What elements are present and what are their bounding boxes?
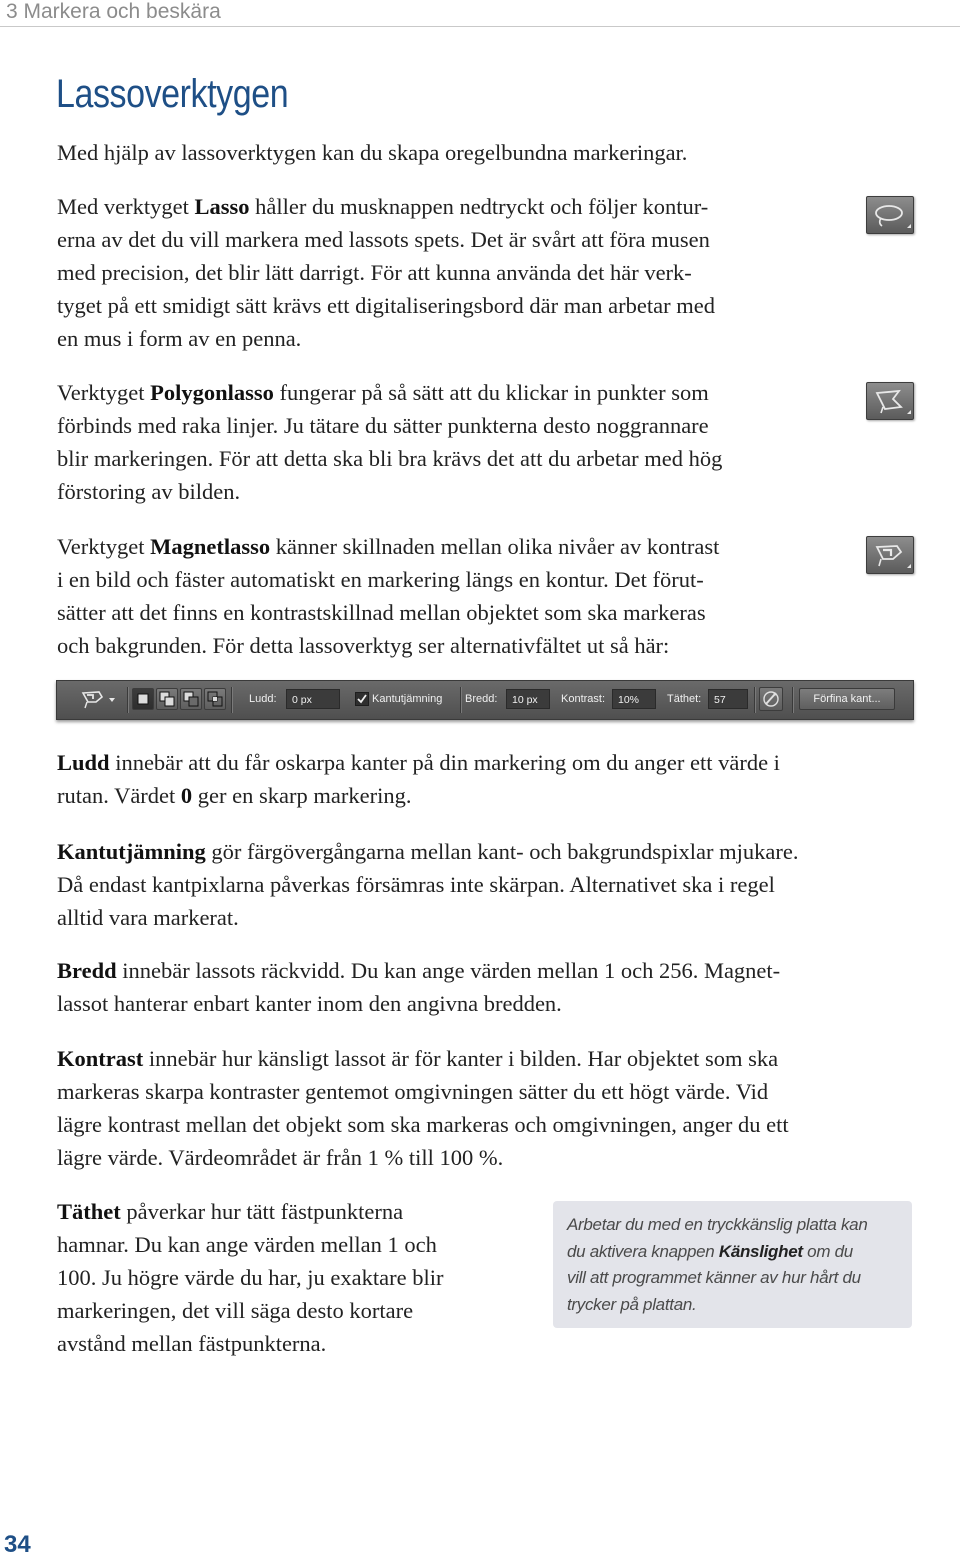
width-input[interactable]: 10 px <box>506 689 550 709</box>
frequency-paragraph <box>57 1195 443 1360</box>
text-line: 100. Ju högre värde du har, ju exaktare blir <box>57 1265 444 1290</box>
running-head-text: 3 Markera och beskära <box>6 0 221 23</box>
text-line: sätter att det finns en kontrastskillnad mellan objektet som ska markeras <box>57 600 706 625</box>
intro-paragraph: Med hjälp av lassoverktygen kan du skapa oregelbundna markeringar. <box>57 140 688 165</box>
text-line: erna av det du vill markera med lassots spets. Det är svårt att föra musen <box>57 227 710 252</box>
lasso-tool-icon <box>866 196 914 234</box>
page-number-tab <box>0 1521 42 1563</box>
text-line: lassot hanterar enbart kanter inom den angivna bredden. <box>57 991 562 1016</box>
text-line: blir markeringen. För att detta ska bli bra krävs det att du arbetar med hög <box>57 446 723 471</box>
separator <box>460 687 462 713</box>
new-selection-button[interactable] <box>132 688 154 710</box>
text-line: Verktyget Polygonlasso fungerar på så sätt att du klickar in punkter som <box>57 380 709 405</box>
text-line: alltid vara markerat. <box>57 905 239 930</box>
refine-edge-button[interactable]: Förfina kant... <box>799 688 895 710</box>
page-number: 34 <box>4 1531 31 1558</box>
magnetic-lasso-options-bar <box>56 680 914 720</box>
text-line: rutan. Värdet 0 ger en skarp markering. <box>57 783 412 808</box>
antialias-checkbox[interactable] <box>355 692 369 706</box>
text-line: och bakgrunden. För detta lassoverktyg ser alternativfältet ut så här: <box>57 633 670 658</box>
width-paragraph <box>57 954 780 1020</box>
add-to-selection-button[interactable] <box>156 688 178 710</box>
text-line: Täthet påverkar hur tätt fästpunkterna <box>57 1199 404 1224</box>
polygonlasso-paragraph <box>57 376 722 508</box>
magnetlasso-paragraph <box>57 530 719 662</box>
pen-pressure-button[interactable] <box>759 687 783 711</box>
text-line: Bredd innebär lassots räckvidd. Du kan ange värden mellan 1 och 256. Magnet- <box>57 958 781 983</box>
text-line: Med verktyget Lasso håller du musknappen nedtryckt och följer kontur- <box>57 194 709 219</box>
text-line: Då endast kantpixlarna påverkas försämras inte skärpan. Alternativet ska i regel <box>57 872 775 897</box>
contrast-label: Kontrast: <box>561 693 606 705</box>
tip-text <box>567 1212 907 1318</box>
frequency-label: Täthet: <box>667 693 702 705</box>
contrast-input[interactable]: 10% <box>612 689 656 709</box>
text-line: Ludd innebär att du får oskarpa kanter på din markering om du anger ett värde i <box>57 750 780 775</box>
text-line: lägre värde. Värdeområdet är från 1 % till 100 %. <box>57 1145 504 1170</box>
text-line: markeringen, det vill säga desto kortare <box>57 1298 414 1323</box>
page-title: Lassoverktygen <box>56 72 289 116</box>
text-line: Kantutjämning gör färgövergångarna mellan kant- och bakgrundspixlar mjukare. <box>57 839 799 864</box>
text-line: markeras skarpa kontraster gentemot omgivningen sätter du ett högt värde. Vid <box>57 1079 769 1104</box>
text-line: avstånd mellan fästpunkterna. <box>57 1331 327 1356</box>
text-line: trycker på plattan. <box>567 1294 697 1314</box>
feather-label: Ludd: <box>249 693 277 705</box>
feather-input[interactable]: 0 px <box>286 689 340 709</box>
contrast-paragraph <box>57 1042 789 1174</box>
subtract-from-selection-button[interactable] <box>180 688 202 710</box>
separator <box>127 687 129 713</box>
separator <box>792 687 794 713</box>
text-line: förstoring av bilden. <box>57 479 241 504</box>
text-line: hamnar. Du kan ange värden mellan 1 och <box>57 1232 437 1257</box>
text-line: förbinds med raka linjer. Ju tätare du sätter punkterna desto noggrannare <box>57 413 709 438</box>
magnetic-lasso-tool-icon <box>866 536 914 574</box>
text-line: Kontrast innebär hur känsligt lassot är för kanter i bilden. Har objektet som ska <box>57 1046 779 1071</box>
text-line: en mus i form av en penna. <box>57 326 302 351</box>
text-line: Verktyget Magnetlasso känner skillnaden mellan olika nivåer av kontrast <box>57 534 720 559</box>
running-head <box>0 0 960 27</box>
antialias-label: Kantutjämning <box>372 693 443 705</box>
text-line: vill att programmet känner av hur hårt du <box>567 1268 861 1287</box>
width-label: Bredd: <box>465 693 498 705</box>
text-line: med precision, det blir lätt darrigt. För att kunna använda det här verk- <box>57 260 692 285</box>
text-line: du aktivera knappen Känslighet om du <box>567 1241 853 1261</box>
lasso-paragraph <box>57 190 715 355</box>
text-line: i en bild och fäster automatiskt en markering längs en kontur. Det förut- <box>57 567 704 592</box>
tip-box <box>553 1201 912 1328</box>
frequency-input[interactable]: 57 <box>708 689 748 709</box>
feather-paragraph <box>57 746 780 812</box>
separator <box>231 687 233 713</box>
antialias-paragraph <box>57 835 799 934</box>
separator <box>754 687 756 713</box>
text-line: lägre kontrast mellan det objekt som ska markeras och omgivningen, anger du ett <box>57 1112 789 1137</box>
text-line: Arbetar du med en tryckkänslig platta kan <box>567 1215 868 1234</box>
text-line: tyget på ett smidigt sätt krävs ett digitaliseringsbord där man arbetar med <box>57 293 715 318</box>
polygonal-lasso-tool-icon <box>866 382 914 420</box>
intersect-selection-button[interactable] <box>204 688 226 710</box>
tool-preset-picker[interactable] <box>79 687 119 716</box>
